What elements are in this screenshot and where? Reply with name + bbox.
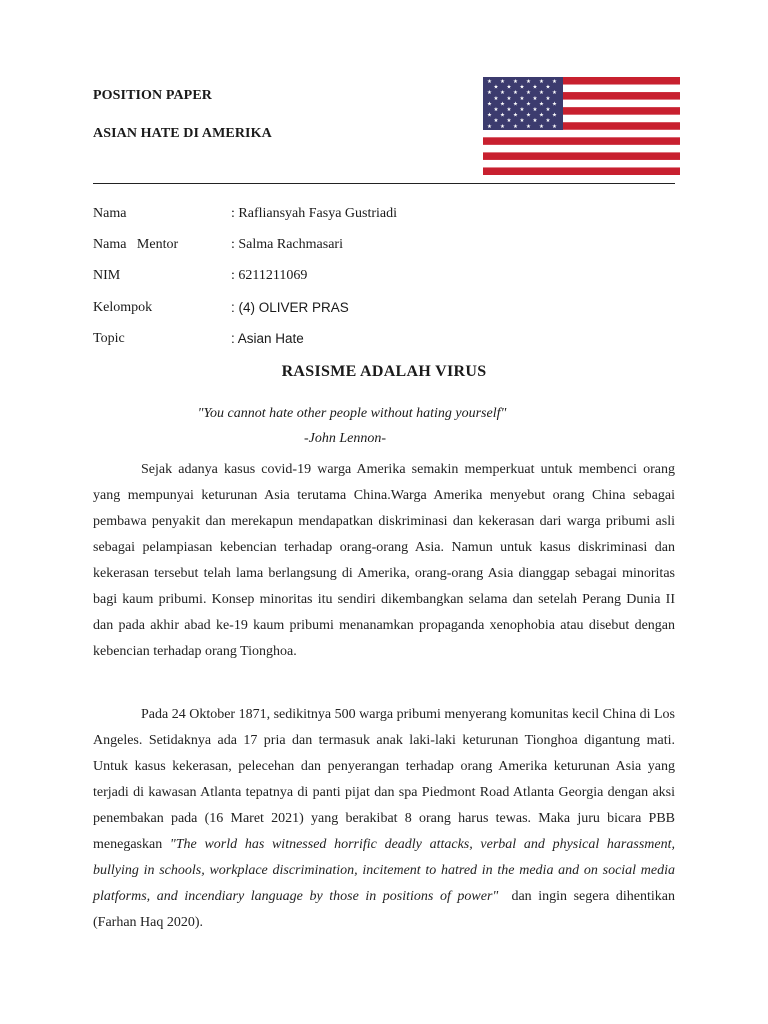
svg-text:★: ★ xyxy=(552,79,557,85)
svg-text:★: ★ xyxy=(493,95,499,102)
svg-text:★: ★ xyxy=(552,101,557,108)
svg-text:★: ★ xyxy=(519,84,525,91)
svg-text:★: ★ xyxy=(532,95,538,102)
document-type-heading: POSITION PAPER xyxy=(93,88,212,103)
svg-text:★: ★ xyxy=(532,84,538,91)
svg-text:★: ★ xyxy=(513,79,518,85)
svg-text:★: ★ xyxy=(493,107,499,113)
svg-text:★: ★ xyxy=(487,123,492,130)
svg-text:★: ★ xyxy=(539,101,544,108)
info-row-group xyxy=(93,300,593,320)
svg-text:★: ★ xyxy=(526,112,531,119)
info-label: Nama Mentor xyxy=(93,237,179,252)
svg-text:★: ★ xyxy=(506,107,512,113)
info-value: : 6211211069 xyxy=(231,268,308,283)
svg-text:★: ★ xyxy=(506,84,512,91)
document-subject-heading: ASIAN HATE DI AMERIKA xyxy=(93,126,272,141)
svg-text:★: ★ xyxy=(519,118,525,125)
info-value: : Salma Rachmasari xyxy=(231,237,343,252)
paragraph-text: Pada 24 Oktober 1871, sedikitnya 500 warga pribumi menyerang komunitas kecil China di Los Angeles. Setidaknya ada 17 pria dan termasuk anak laki-laki keturunan Tionghoa digantung mati. Untuk kasus kekerasan, pelecehan dan penyerangan terhadap orang Amerika keturunan Asia yang terjadi di kawasan Atlanta tepatnya di panti pijat dan spa Piedmont Road Atlanta Georgia dengan aksi penembakan pada (16 Maret 2021) yang berakibat 8 orang harus tewas. Maka juru bicara PBB menegaskan xyxy=(93,707,675,852)
svg-text:★: ★ xyxy=(513,90,518,97)
un-statement-quote: "The world has witnessed horrific deadly attacks, verbal and physical harassment, bullying in schools, workplace discrimination, incitement to hatred in the media and on social media platforms, and incendiary language by those in positions of power" xyxy=(93,837,675,904)
svg-text:★: ★ xyxy=(539,90,544,97)
svg-text:★: ★ xyxy=(500,112,505,119)
svg-text:★: ★ xyxy=(545,118,551,125)
svg-text:★: ★ xyxy=(552,112,557,119)
info-row-nim xyxy=(93,268,593,288)
svg-text:★: ★ xyxy=(487,112,492,119)
info-label: Kelompok xyxy=(93,300,153,315)
svg-text:★: ★ xyxy=(500,79,505,85)
svg-text:★: ★ xyxy=(545,95,551,102)
svg-text:★: ★ xyxy=(513,123,518,130)
svg-text:★: ★ xyxy=(487,101,492,108)
body-paragraph: Sejak adanya kasus covid-19 warga Amerika semakin memperkuat untuk membenci orang yang mempunyai keturunan Asia terutama China.Warga Amerika menyebut orang China sebagai pembawa penyakit dan merekapun mendapatkan diskriminasi dan kekerasan dari warga pribumi asli sebagai pelampiasan kebencian terhadap orang-orang Asia. Namun untuk kasus diskriminasi dan kekerasan tersebut telah lama berlangsung di Amerika, orang-orang Asia dianggap sebagai minoritas bagi kaum pribumi. Konsep minoritas itu sendiri dikembangkan selama dan setelah Perang Dunia II dan pada akhir abad ke-19 kaum pribumi menanamkan propaganda xenophobia atau disebut dengan kebencian terhadap orang Tionghoa. xyxy=(93,462,675,659)
svg-text:★: ★ xyxy=(500,90,505,97)
svg-text:★: ★ xyxy=(487,79,492,85)
info-label: Topic xyxy=(93,331,125,346)
info-label: Nama xyxy=(93,206,127,221)
svg-text:★: ★ xyxy=(526,90,531,97)
svg-text:★: ★ xyxy=(532,118,538,125)
svg-text:★: ★ xyxy=(526,101,531,108)
svg-text:★: ★ xyxy=(539,123,544,130)
header-divider xyxy=(93,183,675,184)
section-title: RASISME ADALAH VIRUS xyxy=(281,363,487,380)
svg-text:★: ★ xyxy=(539,112,544,119)
svg-text:★: ★ xyxy=(545,84,551,91)
svg-text:★: ★ xyxy=(552,123,557,130)
svg-text:★: ★ xyxy=(513,112,518,119)
svg-text:★: ★ xyxy=(506,118,512,125)
svg-text:★: ★ xyxy=(526,123,531,130)
svg-text:★: ★ xyxy=(545,107,551,113)
info-value: : Asian Hate xyxy=(231,331,304,346)
svg-text:★: ★ xyxy=(487,90,492,97)
us-flag-icon xyxy=(483,77,680,175)
info-value: : Rafliansyah Fasya Gustriadi xyxy=(231,206,398,221)
svg-text:★: ★ xyxy=(493,84,499,91)
info-row-name xyxy=(93,206,593,226)
info-label: NIM xyxy=(93,268,121,283)
svg-text:★: ★ xyxy=(500,123,505,130)
info-row-topic xyxy=(93,331,593,351)
epigraph-author: -John Lennon- xyxy=(303,431,387,446)
info-value: : (4) OLIVER PRAS xyxy=(231,300,349,315)
svg-text:★: ★ xyxy=(493,118,499,125)
svg-text:★: ★ xyxy=(539,79,544,85)
info-row-mentor xyxy=(93,237,593,257)
epigraph-quote: "You cannot hate other people without hating yourself" xyxy=(197,406,507,421)
body-paragraph xyxy=(93,702,679,936)
svg-text:★: ★ xyxy=(532,107,538,113)
svg-text:★: ★ xyxy=(526,79,531,85)
svg-text:★: ★ xyxy=(519,107,525,113)
svg-text:★: ★ xyxy=(500,101,505,108)
svg-text:★: ★ xyxy=(552,90,557,97)
svg-text:★: ★ xyxy=(519,95,525,102)
svg-text:★: ★ xyxy=(513,101,518,108)
paragraph-text: dan ingin segera dihentikan (Farhan Haq 2020). xyxy=(93,889,679,930)
svg-text:★: ★ xyxy=(506,95,512,102)
